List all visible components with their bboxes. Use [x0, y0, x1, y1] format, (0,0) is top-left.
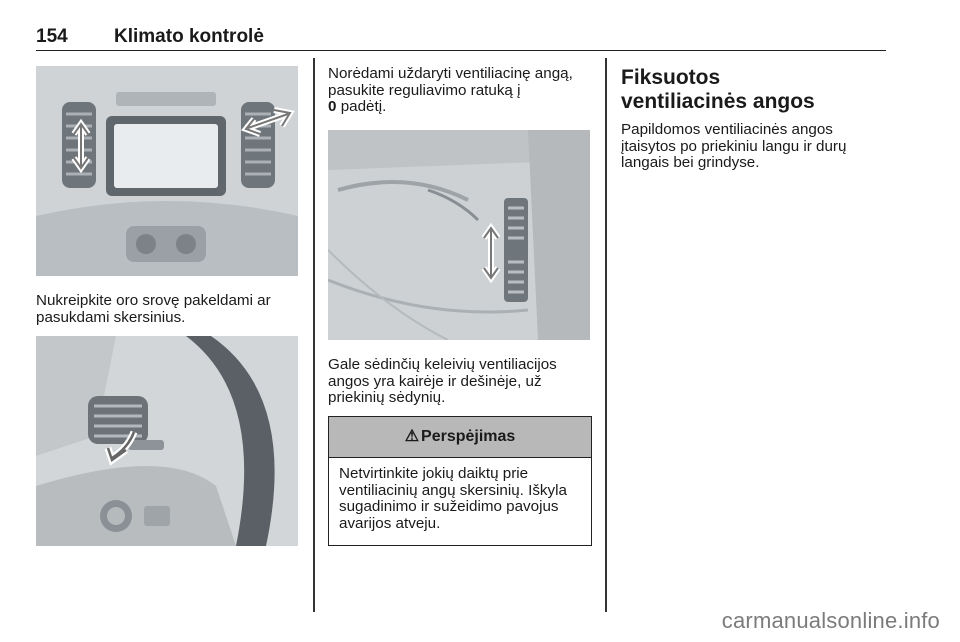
- page-header: [36, 22, 886, 51]
- section-title: Klimato kontrolė: [114, 26, 264, 47]
- warning-title: Perspėjimas: [421, 428, 516, 445]
- close-vent-text: Norėdami uždaryti ventiliacinę angą, pasukite reguliavimo ratuką į: [328, 65, 573, 99]
- caption-adjust-airflow: Nukreipkite oro srovę pakeldami ar pasukdami skersinius.: [36, 292, 271, 326]
- close-vent-suffix: padėtį.: [340, 98, 387, 116]
- warning-triangle-icon: ⚠: [404, 428, 420, 445]
- close-vent-instruction: [328, 66, 590, 116]
- warning-box: [328, 416, 592, 546]
- page-number: 154: [36, 26, 68, 47]
- caption-rear-vents: Gale sėdinčių keleivių ventiliacijos angos yra kairėje ir dešinėje, už priekinių sėdynių.: [328, 356, 557, 407]
- column-divider-left: [313, 58, 315, 612]
- side-vent-photo: [36, 336, 298, 546]
- warning-header: [329, 417, 591, 458]
- site-watermark: carmanualsonline.info: [721, 608, 940, 633]
- fixed-vents-body: Papildomos ventiliacinės angos įtaisytos po priekiniu langu ir durų langais bei grindyse.: [621, 121, 847, 172]
- dashboard-vents-photo: [36, 66, 298, 276]
- column-divider-right: [605, 58, 607, 612]
- warning-body: Netvirtinkite jokių daiktų prie ventiliacinių angų skersinių. Iškyla sugadinimo ir sužeidimo pavojus avarijos atveju.: [339, 465, 567, 532]
- position-zero: 0: [328, 98, 337, 116]
- rear-vent-photo: [328, 130, 590, 340]
- fixed-vents-heading: Fiksuotos ventiliacinės angos: [621, 66, 815, 113]
